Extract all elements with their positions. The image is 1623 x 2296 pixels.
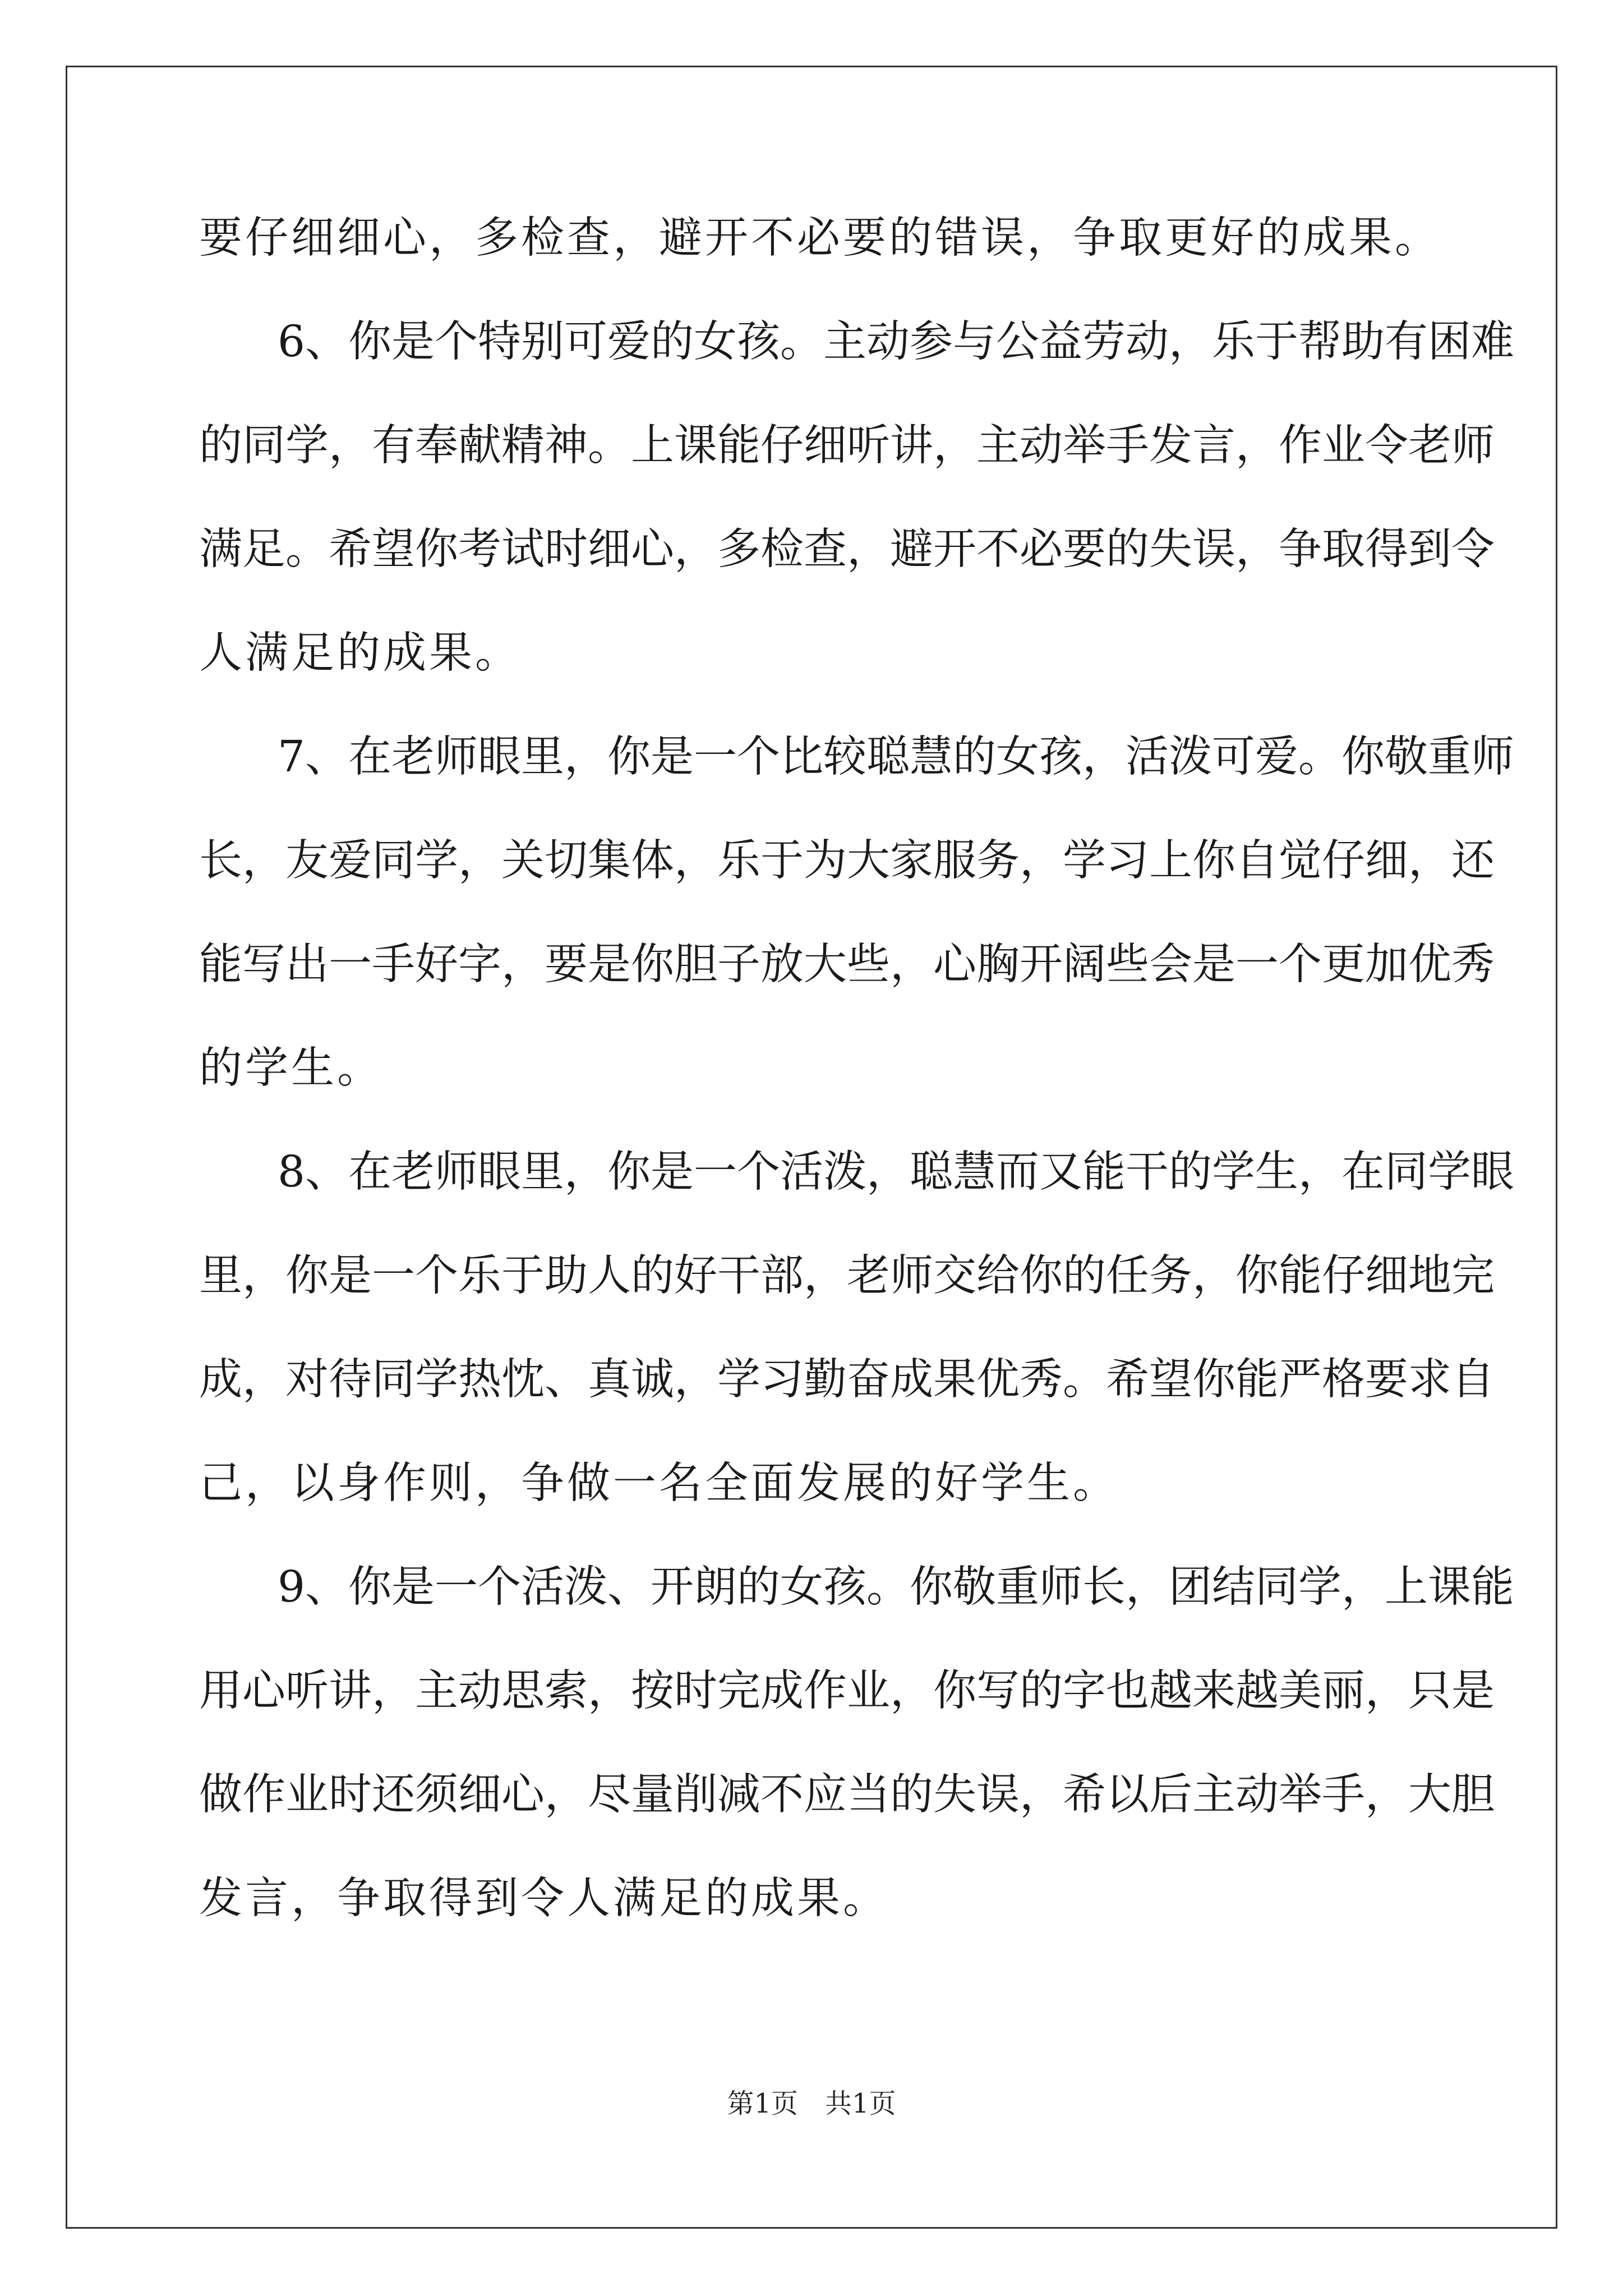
text-line: 长，友爱同学，关切集体，乐于为大家服务，学习上你自觉仔细，还: [199, 836, 1495, 886]
text-line: 能写出一手好字，要是你胆子放大些，心胸开阔些会是一个更加优秀: [199, 940, 1495, 990]
text-line: 9、你是一个活泼、开朗的女孩。你敬重师长，团结同学，上课能: [278, 1562, 1514, 1612]
text-line: 做作业时还须细心，尽量削减不应当的失误，希以后主动举手，大胆: [199, 1770, 1495, 1820]
text-line: 人满足的成果。: [199, 628, 521, 678]
text-line: 里，你是一个乐于助人的好干部，老师交给你的任务，你能仔细地完: [199, 1251, 1495, 1301]
text-line: 满足。希望你考试时细心，多检查，避开不必要的失误，争取得到令: [199, 524, 1495, 574]
text-line: 成，对待同学热忱、真诚，学习勤奋成果优秀。希望你能严格要求自: [199, 1355, 1495, 1405]
text-line: 8、在老师眼里，你是一个活泼，聪慧而又能干的学生，在同学眼: [278, 1147, 1514, 1197]
text-line: 要仔细细心，多检查，避开不必要的错误，争取更好的成果。: [199, 213, 1441, 263]
text-line: 发言，争取得到令人满足的成果。: [199, 1874, 889, 1924]
page-number-footer: 第1页 共1页: [727, 2088, 896, 2119]
text-line: 用心听讲，主动思索，按时完成作业，你写的字也越来越美丽，只是: [199, 1666, 1495, 1716]
text-line: 7、在老师眼里，你是一个比较聪慧的女孩，活泼可爱。你敬重师: [278, 732, 1514, 782]
text-line: 己，以身作则，争做一名全面发展的好学生。: [199, 1458, 1119, 1508]
text-line: 的同学，有奉献精神。上课能仔细听讲，主动举手发言，作业令老师: [199, 421, 1495, 471]
text-line: 的学生。: [199, 1043, 383, 1093]
text-line: 6、你是个特别可爱的女孩。主动参与公益劳动，乐于帮助有困难: [278, 317, 1514, 367]
